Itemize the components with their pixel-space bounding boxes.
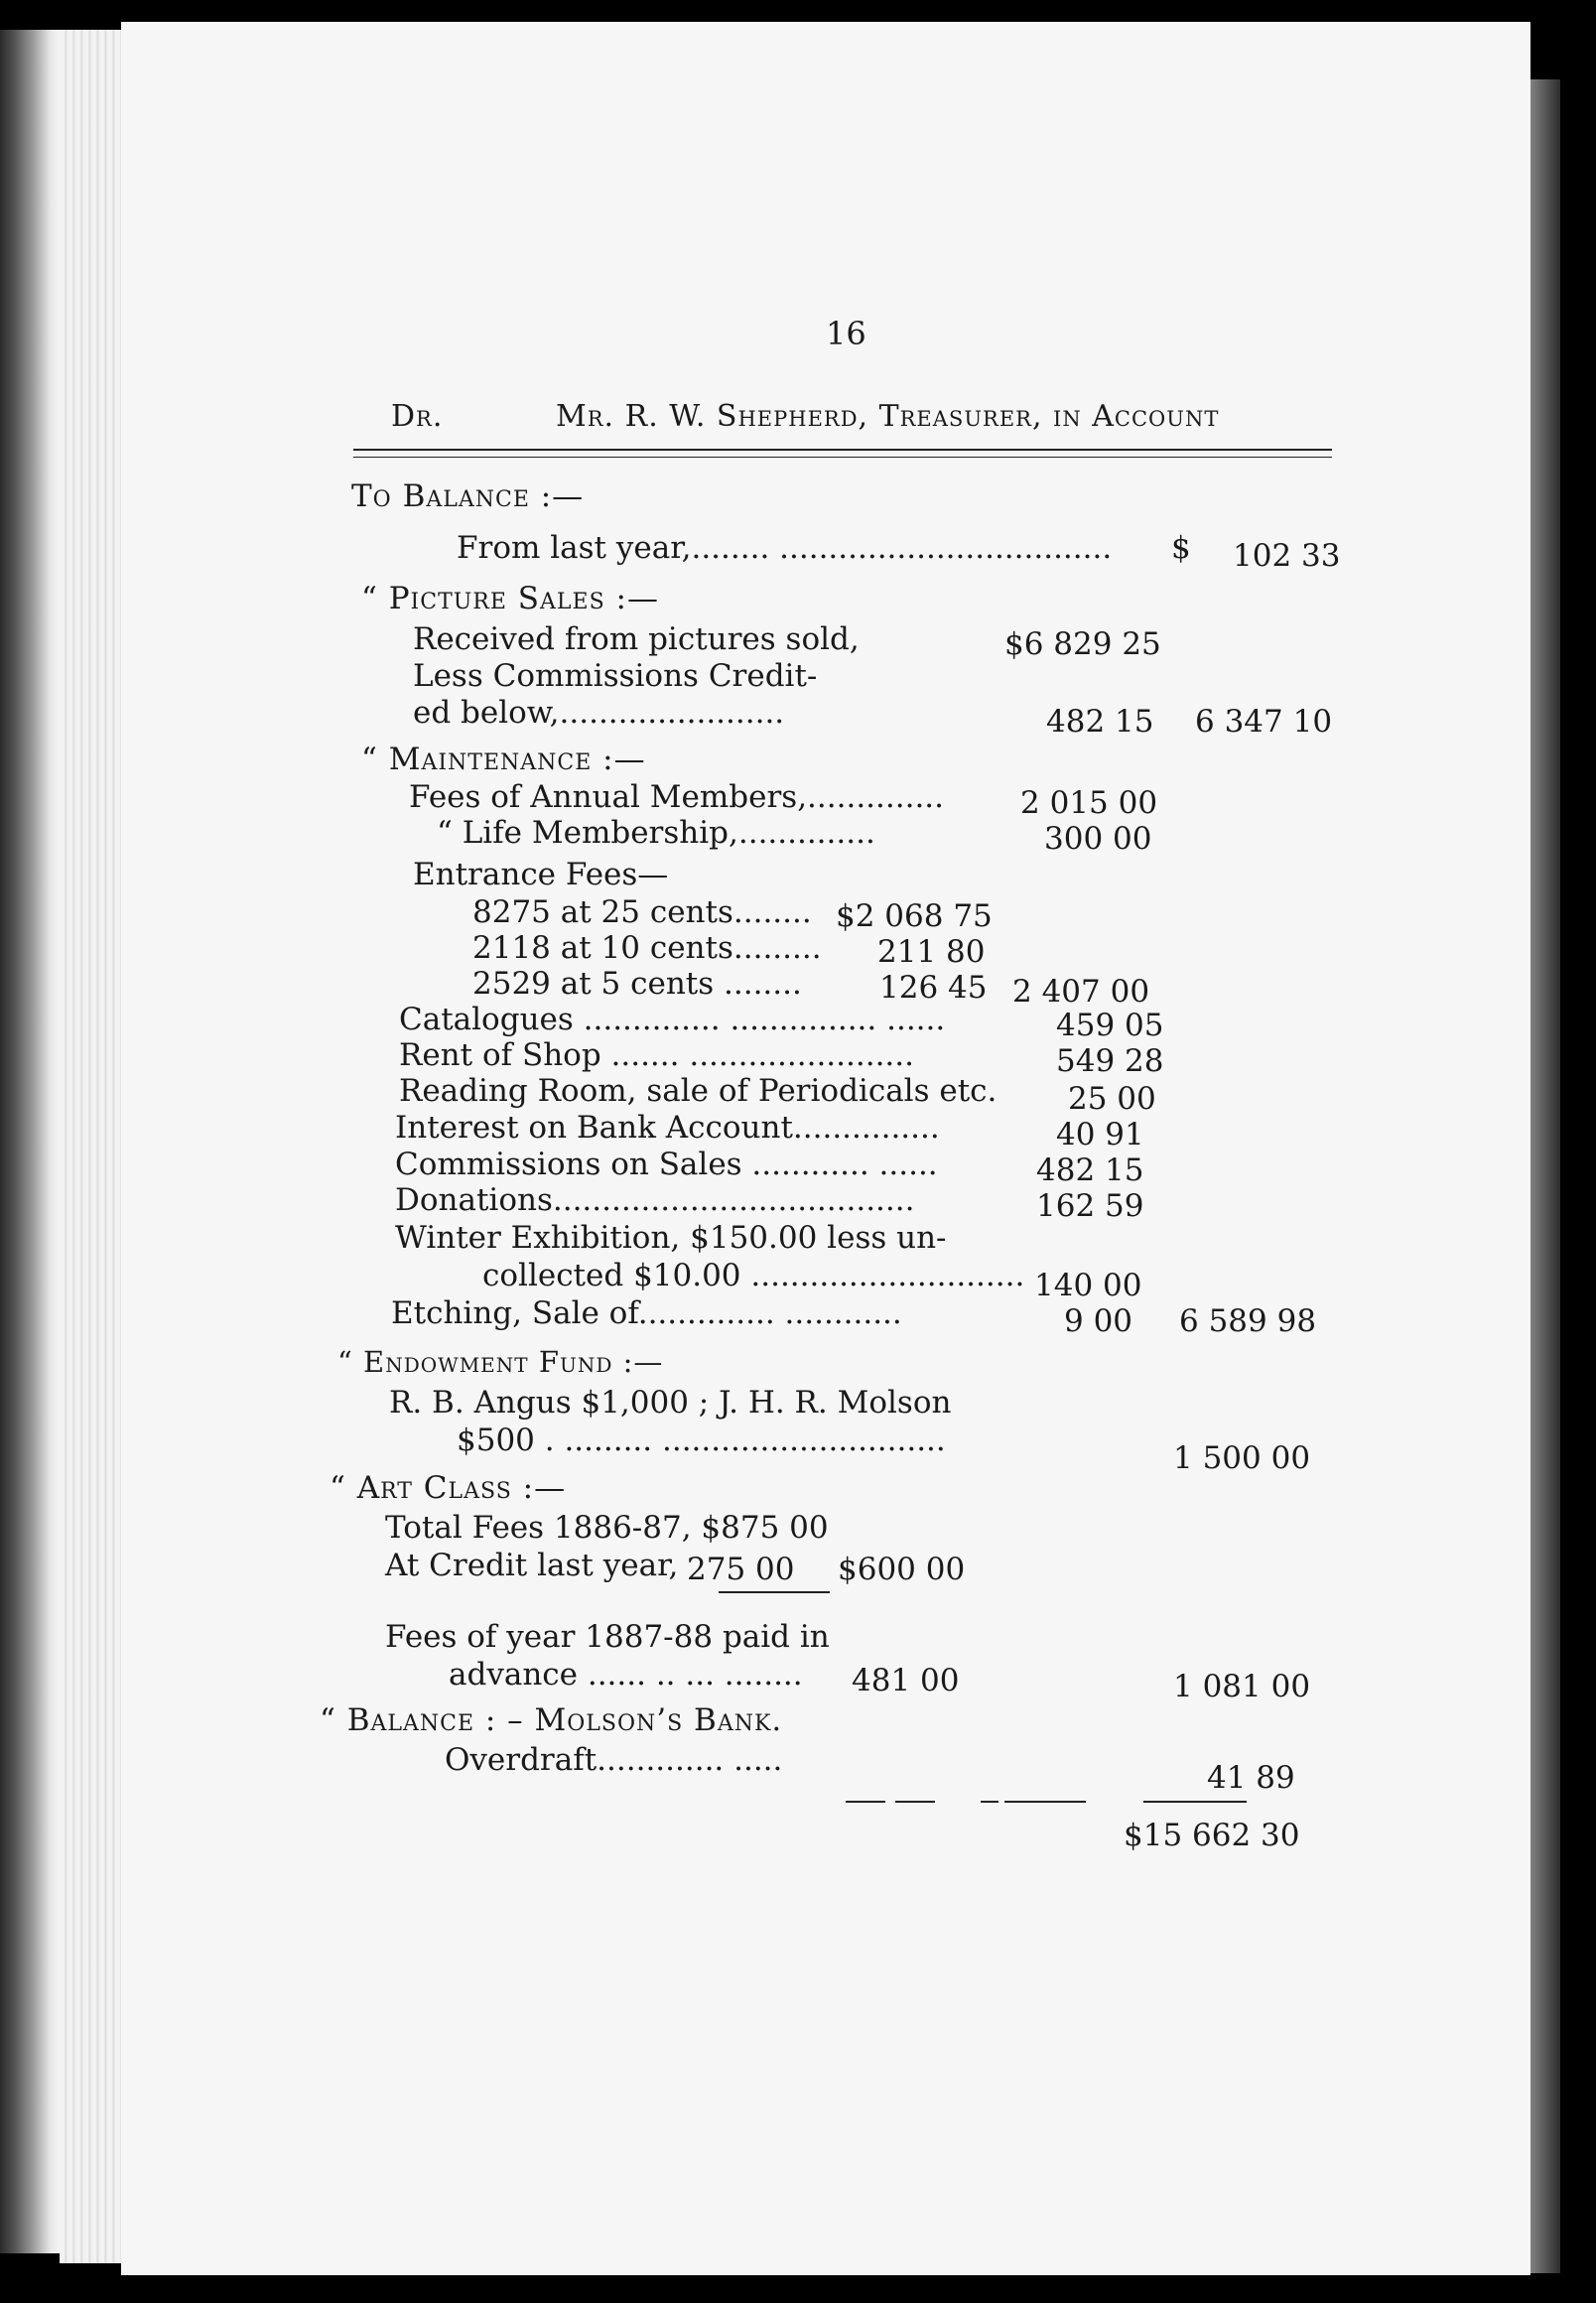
- fees-annual-members: Fees of Annual Members,..............: [409, 779, 945, 815]
- amount-advance: 481 00: [852, 1663, 960, 1698]
- amount-maintenance-total: 6 589 98: [1179, 1303, 1317, 1339]
- molson-500: $500 . ......... .............................: [457, 1422, 946, 1458]
- interest: Interest on Bank Account...............: [395, 1110, 940, 1146]
- less-commissions: Less Commissions Credit-: [413, 658, 818, 694]
- entrance-fees: Entrance Fees—: [413, 857, 669, 892]
- amount-endowment-total: 1 500 00: [1173, 1440, 1311, 1476]
- ledger-page: [121, 22, 1530, 2275]
- amount-entrance-8275: $2 068 75: [836, 898, 993, 934]
- account-title: Mr. R. W. Shepherd, Treasurer, in Account: [556, 399, 1220, 434]
- amount-at-credit: 275 00: [687, 1552, 795, 1587]
- subtotal-rule: [719, 1591, 830, 1593]
- amount-from-last-year: 102 33: [1233, 538, 1341, 574]
- page-stack-edge: [60, 30, 121, 2263]
- section-maintenance: “ Maintenance :—: [361, 742, 646, 777]
- header-rule-bottom: [353, 457, 1332, 458]
- overdraft: Overdraft............. .....: [445, 1742, 783, 1778]
- entrance-2529: 2529 at 5 cents ........: [472, 966, 802, 1002]
- amount-art-class-total: 1 081 00: [1173, 1669, 1311, 1704]
- header-rule-top: [353, 449, 1332, 451]
- total-rule-1a: [846, 1801, 885, 1803]
- etching: Etching, Sale of.............. ............: [391, 1295, 902, 1331]
- amount-overdraft: 41 89: [1207, 1760, 1295, 1796]
- grand-total: $15 662 30: [1124, 1818, 1300, 1853]
- amount-etching: 9 00: [1064, 1303, 1133, 1339]
- commissions: Commissions on Sales ............ ......: [395, 1147, 938, 1182]
- section-balance-molson: “ Balance : – Molson’s Bank.: [320, 1702, 783, 1738]
- amount-entrance-total: 2 407 00: [1012, 974, 1150, 1010]
- angus-molson: R. B. Angus $1,000 ; J. H. R. Molson: [389, 1385, 952, 1421]
- received-from-pictures: Received from pictures sold,: [413, 621, 860, 657]
- total-rule-1b: [895, 1801, 935, 1803]
- amount-received: $6 829 25: [1004, 626, 1161, 662]
- donations: Donations.....................................: [395, 1182, 915, 1218]
- total-fees: Total Fees 1886-87, $875 00: [385, 1510, 829, 1546]
- at-credit: At Credit last year,: [385, 1548, 679, 1583]
- total-rule-2b: [1004, 1801, 1086, 1803]
- debit-label: Dr.: [391, 399, 444, 434]
- amount-ed-below: 482 15: [1046, 704, 1154, 740]
- section-to-balance: To Balance :—: [351, 478, 585, 514]
- advance: advance ...... .. ... ........: [449, 1657, 803, 1693]
- amount-picture-total: 6 347 10: [1195, 704, 1333, 740]
- amount-donations: 162 59: [1036, 1188, 1144, 1224]
- amount-life-membership: 300 00: [1044, 821, 1152, 857]
- reading-room: Reading Room, sale of Periodicals etc.: [399, 1073, 998, 1109]
- amount-entrance-2118: 211 80: [877, 934, 986, 970]
- amount-fees-annual: 2 015 00: [1020, 785, 1158, 821]
- dollar-sign: $: [1171, 530, 1191, 566]
- amount-reading-room: 25 00: [1068, 1081, 1156, 1117]
- entrance-8275: 8275 at 25 cents........: [472, 894, 812, 930]
- amount-rent-of-shop: 549 28: [1056, 1043, 1164, 1079]
- amount-catalogues: 459 05: [1056, 1008, 1164, 1043]
- collected: collected $10.00 ............................: [482, 1258, 1025, 1293]
- catalogues: Catalogues .............. ............... ......: [399, 1002, 946, 1037]
- ed-below: ed below,.......................: [413, 695, 785, 731]
- page-number: 16: [826, 315, 866, 352]
- total-rule-2a: [981, 1801, 998, 1803]
- amount-commissions: 482 15: [1036, 1152, 1144, 1188]
- fees-year: Fees of year 1887-88 paid in: [385, 1619, 830, 1655]
- amount-art-class-net: $600 00: [838, 1552, 966, 1587]
- binding-shadow: [1529, 79, 1560, 2273]
- rent-of-shop: Rent of Shop ....... .......................: [399, 1037, 914, 1073]
- winter-exhibition: Winter Exhibition, $150.00 less un-: [395, 1220, 947, 1256]
- amount-collected: 140 00: [1034, 1268, 1142, 1303]
- total-rule-3: [1143, 1801, 1247, 1803]
- section-picture-sales: “ Picture Sales :—: [361, 581, 659, 616]
- scan-border: [1560, 0, 1596, 2303]
- book-spine-edge: [0, 30, 60, 2253]
- amount-entrance-2529: 126 45: [879, 970, 988, 1006]
- from-last-year: From last year,........ ..................................: [457, 530, 1113, 566]
- life-membership: “ Life Membership,..............: [437, 815, 875, 851]
- section-art-class: “ Art Class :—: [330, 1470, 567, 1506]
- section-endowment-fund: “ Endowment Fund :—: [337, 1345, 664, 1379]
- entrance-2118: 2118 at 10 cents.........: [472, 930, 822, 966]
- amount-interest: 40 91: [1056, 1117, 1144, 1152]
